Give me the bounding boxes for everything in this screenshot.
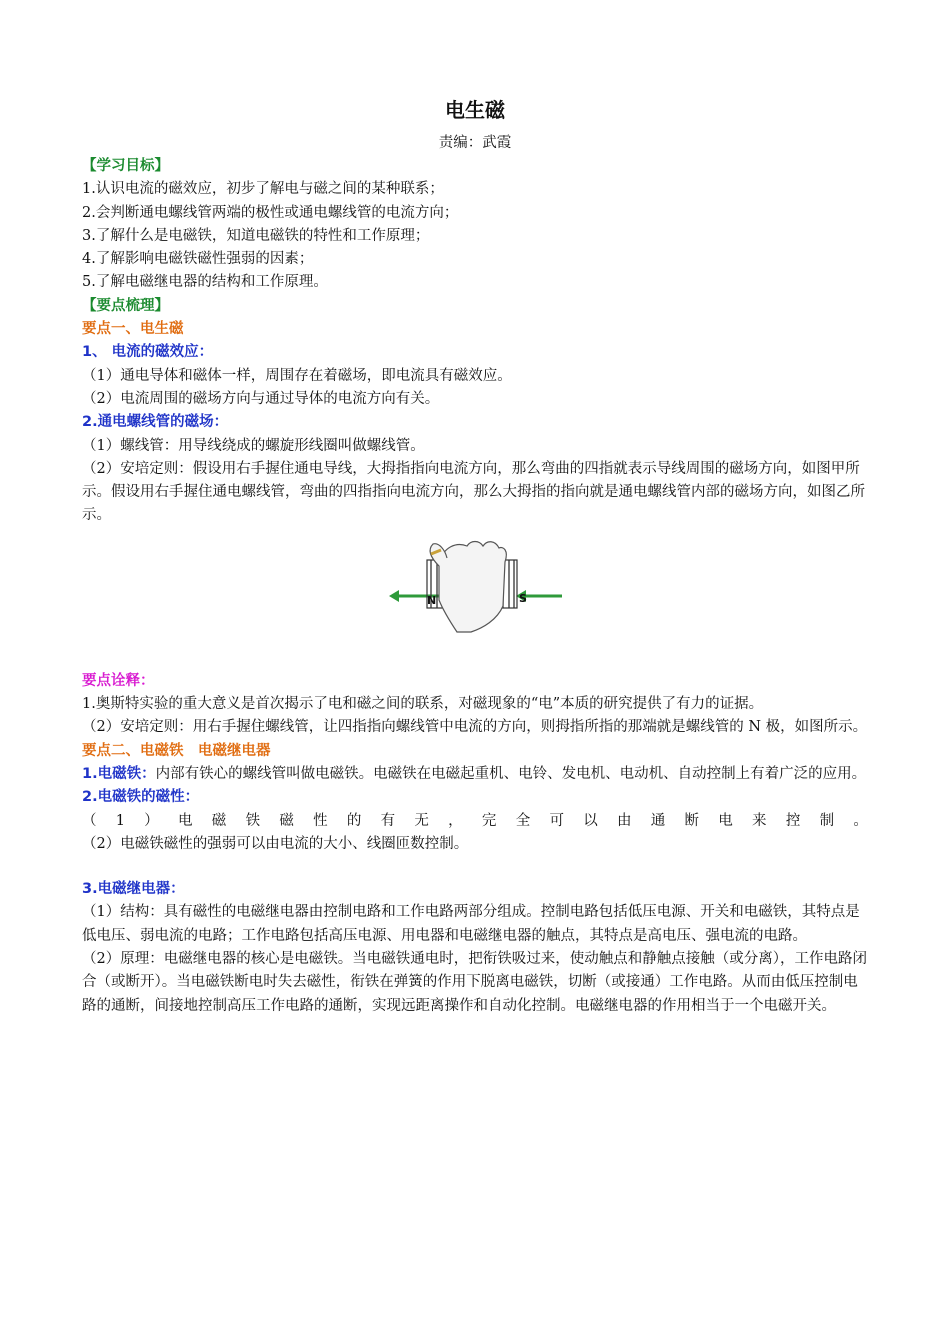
point1-sub1-item: （1）通电导体和磁体一样，周围存在着磁场，即电流具有磁效应。	[82, 367, 512, 384]
page-title: 电生磁	[445, 98, 505, 122]
goal-item: 5.了解电磁继电器的结构和工作原理。	[82, 274, 328, 291]
spread-char: ，	[448, 812, 463, 829]
spread-char: （	[82, 812, 97, 829]
point1-sub1-heading: 1、 电流的磁效应：	[82, 344, 214, 361]
spacer	[82, 856, 868, 878]
point1-sub1-item: （2）电流周围的磁场方向与通过导体的电流方向有关。	[82, 390, 440, 407]
point2-heading: 要点二、电磁铁 电磁继电器	[82, 742, 271, 759]
point1-sub2-item: （2）安培定则：假设用右手握住通电导线，大拇指指向电流方向，那么弯曲的四指就表示导线周围的磁场方向，如图甲所示。假设用右手握住通电螺线管，弯曲的四指指向电流方向，那么大拇指的指向就是通电螺线管内部的磁场方向，如图乙所示。	[82, 460, 865, 524]
summary-heading: 【要点梳理】	[82, 297, 169, 314]
spread-char: 以	[583, 812, 598, 829]
spread-char: 电	[718, 812, 733, 829]
explain-item: 1.奥斯特实验的重大意义是首次揭示了电和磁之间的联系，对磁现象的“电”本质的研究提供了有力的证据。	[82, 696, 764, 713]
spread-char: 无	[414, 812, 429, 829]
point1-heading: 要点一、电生磁	[82, 321, 184, 338]
left-arrow-head	[389, 590, 399, 602]
solenoid-hand-illustration	[387, 536, 567, 640]
point2-sub2-line1	[82, 810, 868, 833]
spread-char: 由	[616, 812, 632, 829]
spread-char: ）	[144, 812, 159, 829]
spread-char: 断	[684, 812, 700, 829]
spread-char: 全	[515, 812, 531, 829]
point2-sub3-heading: 3.电磁继电器：	[82, 881, 185, 898]
spread-char: 。	[853, 812, 868, 829]
point1-sub2-heading: 2.通电螺线管的磁场：	[82, 414, 229, 431]
goal-item: 4.了解影响电磁铁磁性强弱的因素；	[82, 251, 314, 268]
spread-char: 有	[380, 812, 396, 829]
goal-item: 2.会判断通电螺线管两端的极性或通电螺线管的电流方向；	[82, 204, 459, 221]
spread-char: 完	[481, 812, 497, 829]
goal-item: 3.了解什么是电磁铁，知道电磁铁的特性和工作原理；	[82, 227, 430, 244]
spread-char: 可	[549, 812, 564, 829]
spread-char: 制	[819, 812, 835, 829]
point2-sub1	[82, 763, 868, 786]
right-hand-rule-figure	[82, 536, 868, 640]
spread-char: 性	[313, 812, 328, 829]
spread-char: 电	[178, 812, 193, 829]
north-label: N	[427, 593, 437, 607]
point2-sub1-heading: 1.电磁铁：	[82, 765, 156, 782]
point2-sub3-item: （2）原理：电磁继电器的核心是电磁铁。当电磁铁通电时，把衔铁吸过来，使动触点和静触点接触（或分离），工作电路闭合（或断开）。当电磁铁断电时失去磁性，衔铁在弹簧的作用下脱离电磁铁，切断（或接通）工作电路。从而由低压控制电路的通断，间接地控制高压工作电路的通断，实现远距离操作和自动化控制。电磁继电器的作用相当于一个电磁开关。	[82, 951, 867, 1014]
document-page	[82, 96, 868, 1018]
spread-char: 来	[752, 812, 767, 829]
point1-sub2-item: （1）螺线管：用导线绕成的螺旋形线圈叫做螺线管。	[82, 437, 425, 454]
explain-heading: 要点诠释：	[82, 672, 155, 689]
spread-char: 铁	[245, 812, 261, 829]
spread-char: 磁	[279, 812, 294, 829]
spread-char: 磁	[211, 812, 227, 829]
goal-item: 1.认识电流的磁效应，初步了解电与磁之间的某种联系；	[82, 181, 444, 198]
explain-item: （2）安培定则：用右手握住螺线管，让四指指向螺线管中电流的方向，则拇指所指的那端就是螺线管的 N 极，如图所示。	[82, 719, 868, 736]
south-label: S	[519, 591, 527, 605]
author-line: 责编：武霞	[438, 135, 512, 151]
point2-sub2-line2: （2）电磁铁磁性的强弱可以由电流的大小、线圈匝数控制。	[82, 835, 469, 852]
spread-char: 通	[650, 812, 666, 829]
spread-char: 的	[346, 812, 362, 829]
point2-sub2-heading: 2.电磁铁的磁性：	[82, 789, 200, 806]
spread-char: 1	[115, 812, 125, 829]
point2-sub3-item: （1）结构：具有磁性的电磁继电器由控制电路和工作电路两部分组成。控制电路包括低压电源、开关和电磁铁，其特点是低电压、弱电流的电路；工作电路包括高压电源、用电器和电磁继电器的触点，其特点是高电压、强电流的电路。	[82, 904, 860, 944]
spread-char: 控	[785, 812, 801, 829]
goals-heading: 【学习目标】	[82, 158, 169, 174]
hand-icon	[439, 541, 506, 632]
point2-sub1-text: 内部有铁心的螺线管叫做电磁铁。电磁铁在电磁起重机、电铃、发电机、电动机、自动控制上有着广泛的应用。	[155, 765, 867, 782]
